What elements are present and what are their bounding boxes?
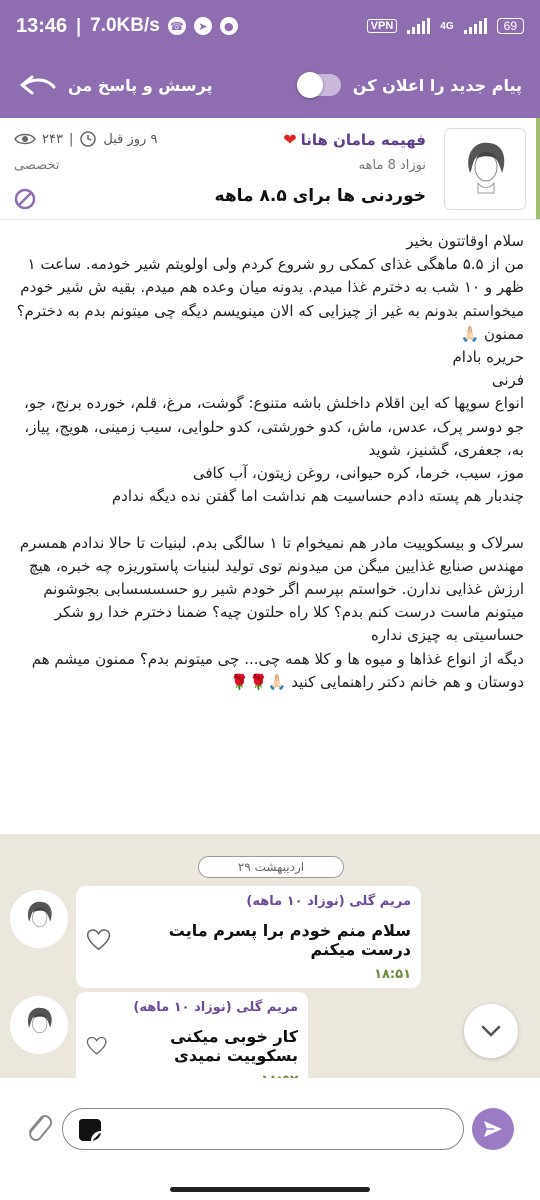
comment-content: [86, 921, 411, 959]
avatar-silhouette-icon: [460, 137, 510, 201]
post-body-text: سلام اوقاتتون بخیر من از ۵.۵ ماهگی غذای کمکی رو شروع کردم ولی اولویتم شیر خودمه. ساعت ۱ ظهر و ۱۰ شب به دخترم غذا میدم. یدونه میان وعده هم میدم. بقیه ش شیر خودم میخواستم بدونم به غیر از چیزایی که الان مینویسم دیگه چی میتونم بدم به دخترم؟ ممنون 🙏🏻 حریره بادام فرنی انواع سوپها که این اقلام داخلش باشه متنوع: گوشت، مرغ، قلم، خورده برنج، جو، جو دوسر پرک، عدس، ماش، کدو خورشتی، کدو حلوایی، سیب زمینی، هویج، پیاز، به، جعفری، گشنیز، شوید موز، سیب، خرما، کره حیوانی، روغن زیتون، آب کافی چندبار هم پسته دادم حساسیت هم نداشت اما گفتن نده دیگه ندادم سرلاک و بیسکوییت مادر هم نمیخوام تا ۱ سالگی بدم. لبنیات تا حالا ندادم همسرم مهندس صنایع غذایین میگن من میدونم توی تولید لبنیات پاستوریزه چه خبره، هیچ ارزش غذایی ندارن. خواستم بپرسم اگر خودم شیر رو حسسسسابی بجوشونم میتونم ماست درست کنم بدم؟ کلا راه حلتون چیه؟ ضمنا دخترم خدا رو شکر حساسیتی به چیزی نداره دیگه از انواع غذاها و میوه ها و کلا همه چی... چی میتونم بدم؟ ممنون میشم هم دوستان و هم خانم دکتر راهنمایی کنید 🙏🏻🌹🌹: [16, 232, 524, 691]
chevron-down-icon: [481, 1025, 501, 1037]
status-time: 13:46: [16, 14, 68, 37]
comment-avatar[interactable]: [10, 996, 68, 1054]
telegram-icon: ➤: [194, 17, 212, 35]
meta-separator: |: [68, 131, 74, 147]
message-input[interactable]: [62, 1108, 464, 1150]
send-icon: [482, 1119, 504, 1139]
battery-icon: 69: [497, 18, 524, 34]
app-icon: ●: [220, 17, 238, 35]
paperclip-icon[interactable]: [22, 1108, 54, 1144]
scroll-down-button[interactable]: [464, 1004, 518, 1058]
comment-time: ۱۸:۵۱: [374, 967, 411, 982]
author-avatar[interactable]: [444, 128, 526, 210]
status-left: [16, 15, 238, 38]
comments-area: [0, 834, 540, 1078]
time-ago: ۹ روز قبل: [103, 131, 158, 147]
comment-bubble[interactable]: [76, 886, 421, 988]
date-divider: ۲۹ اردیبهشت: [198, 856, 344, 878]
status-right: [367, 18, 524, 34]
view-count: ۲۴۳: [42, 131, 63, 147]
baby-age: نوزاد 8 ماهه: [358, 158, 426, 173]
send-button[interactable]: [472, 1108, 514, 1150]
back-arrow-icon[interactable]: [18, 73, 58, 97]
block-icon[interactable]: [14, 188, 36, 210]
eye-icon: [14, 131, 36, 147]
status-separator: |: [75, 15, 83, 37]
avatar-silhouette-icon: [22, 1004, 56, 1046]
clock-icon: [79, 130, 97, 148]
message-composer: [0, 1078, 540, 1200]
comment-author: مریم گلی (نوزاد ۱۰ ماهه): [133, 1000, 298, 1015]
notify-label: پیام جدید را اعلان کن: [352, 75, 522, 95]
home-indicator: [170, 1187, 370, 1192]
header-left: [18, 73, 213, 97]
author-line: [283, 130, 426, 149]
comment-author: مریم گلی (نوزاد ۱۰ ماهه): [246, 894, 411, 909]
phone-icon: ☎: [168, 17, 186, 35]
comment-text: سلام منم خودم برا پسرم مایت درست میکنم: [168, 921, 411, 959]
page-title: پرسش و پاسخ من: [68, 75, 213, 95]
network-type: 4G: [440, 20, 454, 32]
comment-avatar[interactable]: [10, 890, 68, 948]
comment-content: [86, 1027, 298, 1065]
notify-toggle[interactable]: [297, 74, 341, 96]
post-body: [0, 230, 540, 694]
post-category: تخصصی: [14, 158, 60, 173]
like-heart-icon[interactable]: [86, 926, 111, 954]
comment-text: کار خوبی میکنی بسکوییت نمیدی: [170, 1027, 298, 1065]
app-header: [0, 52, 540, 118]
vpn-badge: VPN: [367, 19, 398, 33]
like-heart-icon[interactable]: [86, 1032, 107, 1060]
cell-signal-icon: [464, 18, 487, 34]
post-header: [0, 118, 540, 220]
wifi-signal-icon: [407, 18, 430, 34]
header-right: [297, 74, 522, 96]
status-speed: 7.0KB/s: [90, 15, 160, 36]
author-name[interactable]: فهیمه مامان هانا: [300, 130, 426, 149]
post-title: خوردنی ها برای ۸.۵ ماهه: [214, 186, 426, 206]
status-bar: [0, 0, 540, 52]
sticker-icon[interactable]: [76, 1118, 102, 1142]
heart-icon: ❤: [283, 130, 297, 149]
comment-item: [10, 886, 421, 988]
avatar-silhouette-icon: [22, 898, 56, 940]
post-meta: [14, 130, 157, 148]
